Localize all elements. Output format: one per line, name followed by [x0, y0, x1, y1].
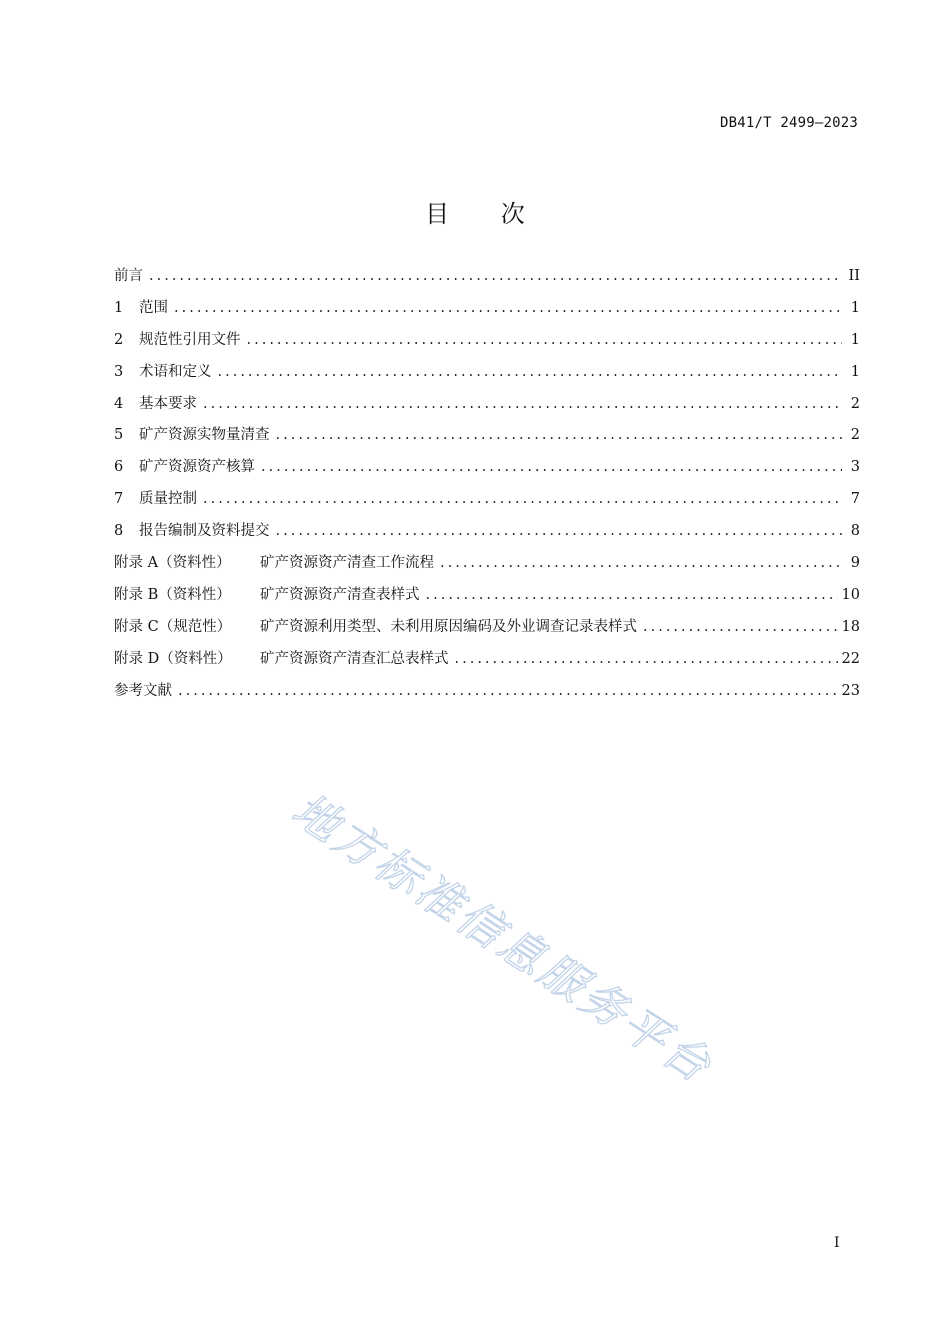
toc-entry-page: 18 [841, 618, 860, 635]
toc-entry-label: 报告编制及资料提交 [139, 523, 270, 540]
toc-entry-page: 2 [850, 427, 860, 444]
page-number: I [834, 1235, 840, 1251]
toc-leader-dots [174, 297, 842, 319]
toc-entry-page: 1 [850, 331, 860, 348]
toc-appendix-prefix: 附录 B（资料性） [114, 586, 231, 603]
toc-entry-page: 10 [841, 586, 860, 603]
toc-leader-dots [426, 584, 838, 606]
toc-entry-1[interactable] [114, 297, 860, 329]
toc-entry-page: 1 [850, 299, 860, 316]
toc-entry-page: II [848, 268, 860, 284]
page-title: 目 次 [425, 200, 547, 228]
toc-leader-dots [455, 648, 838, 670]
toc-entry-6[interactable] [114, 456, 860, 488]
toc-entry-number: 3 [114, 363, 124, 380]
toc-entry-appendix-a[interactable] [114, 552, 860, 584]
toc-entry-label: 矿产资源实物量清查 [139, 427, 270, 444]
toc-leader-dots [440, 552, 842, 574]
toc-entry-4[interactable] [114, 393, 860, 425]
toc-entry-5[interactable] [114, 424, 860, 456]
toc-leader-dots [247, 329, 843, 351]
toc-leader-dots [643, 616, 838, 638]
toc-entry-number: 5 [114, 427, 124, 444]
toc-entry-label: 基本要求 [139, 395, 197, 412]
toc-entry-number: 2 [114, 331, 124, 348]
toc-entry-page: 7 [850, 491, 860, 508]
toc-entry-number: 1 [114, 299, 124, 316]
toc-entry-label: 质量控制 [139, 491, 197, 508]
toc-appendix-prefix: 附录 C（规范性） [114, 618, 232, 635]
toc-entry-label: 矿产资源资产清查工作流程 [260, 555, 434, 572]
toc-entry-appendix-d[interactable] [114, 648, 860, 680]
toc-leader-dots [261, 456, 842, 478]
toc-entry-label: 矿产资源资产清查表样式 [260, 586, 420, 603]
toc-leader-dots [203, 488, 842, 510]
toc-entry-page: 8 [850, 523, 860, 540]
toc-entry-label: 术语和定义 [139, 363, 212, 380]
toc-entry-page: 23 [841, 682, 860, 699]
toc-leader-dots [218, 361, 843, 383]
toc-entry-page: 3 [850, 459, 860, 476]
toc-entry-3[interactable] [114, 361, 860, 393]
toc-entry-preface[interactable] [114, 265, 860, 297]
toc-entry-label: 矿产资源资产清查汇总表样式 [260, 650, 449, 667]
toc-entry-label: 规范性引用文件 [139, 331, 241, 348]
toc-appendix-prefix: 附录 A（资料性） [114, 555, 231, 572]
toc-entry-number: 6 [114, 459, 124, 476]
toc-entry-page: 1 [850, 363, 860, 380]
toc-leader-dots [178, 680, 838, 702]
toc-entry-7[interactable] [114, 488, 860, 520]
toc-appendix-prefix: 附录 D（资料性） [114, 650, 232, 667]
table-of-contents [114, 265, 860, 711]
document-code: DB41/T 2499—2023 [719, 115, 858, 131]
toc-leader-dots [276, 424, 843, 446]
toc-entry-label: 参考文献 [114, 682, 172, 699]
toc-entry-appendix-b[interactable] [114, 584, 860, 616]
toc-leader-dots [149, 265, 842, 287]
toc-entry-8[interactable] [114, 520, 860, 552]
toc-leader-dots [203, 393, 842, 415]
toc-entry-number: 7 [114, 491, 124, 508]
toc-entry-appendix-c[interactable] [114, 616, 860, 648]
watermark: 地方标准信息服务平台 [282, 782, 723, 1095]
toc-entry-label: 前言 [114, 268, 143, 284]
toc-entry-page: 2 [850, 395, 860, 412]
toc-entry-number: 4 [114, 395, 124, 412]
toc-entry-label: 矿产资源资产核算 [139, 459, 255, 476]
toc-leader-dots [276, 520, 843, 542]
toc-entry-page: 9 [850, 555, 860, 572]
toc-entry-number: 8 [114, 523, 124, 540]
toc-entry-2[interactable] [114, 329, 860, 361]
toc-entry-page: 22 [841, 650, 860, 667]
toc-entry-label: 范围 [139, 299, 168, 316]
toc-entry-references[interactable] [114, 680, 860, 712]
toc-entry-label: 矿产资源利用类型、未利用原因编码及外业调查记录表样式 [260, 618, 637, 635]
